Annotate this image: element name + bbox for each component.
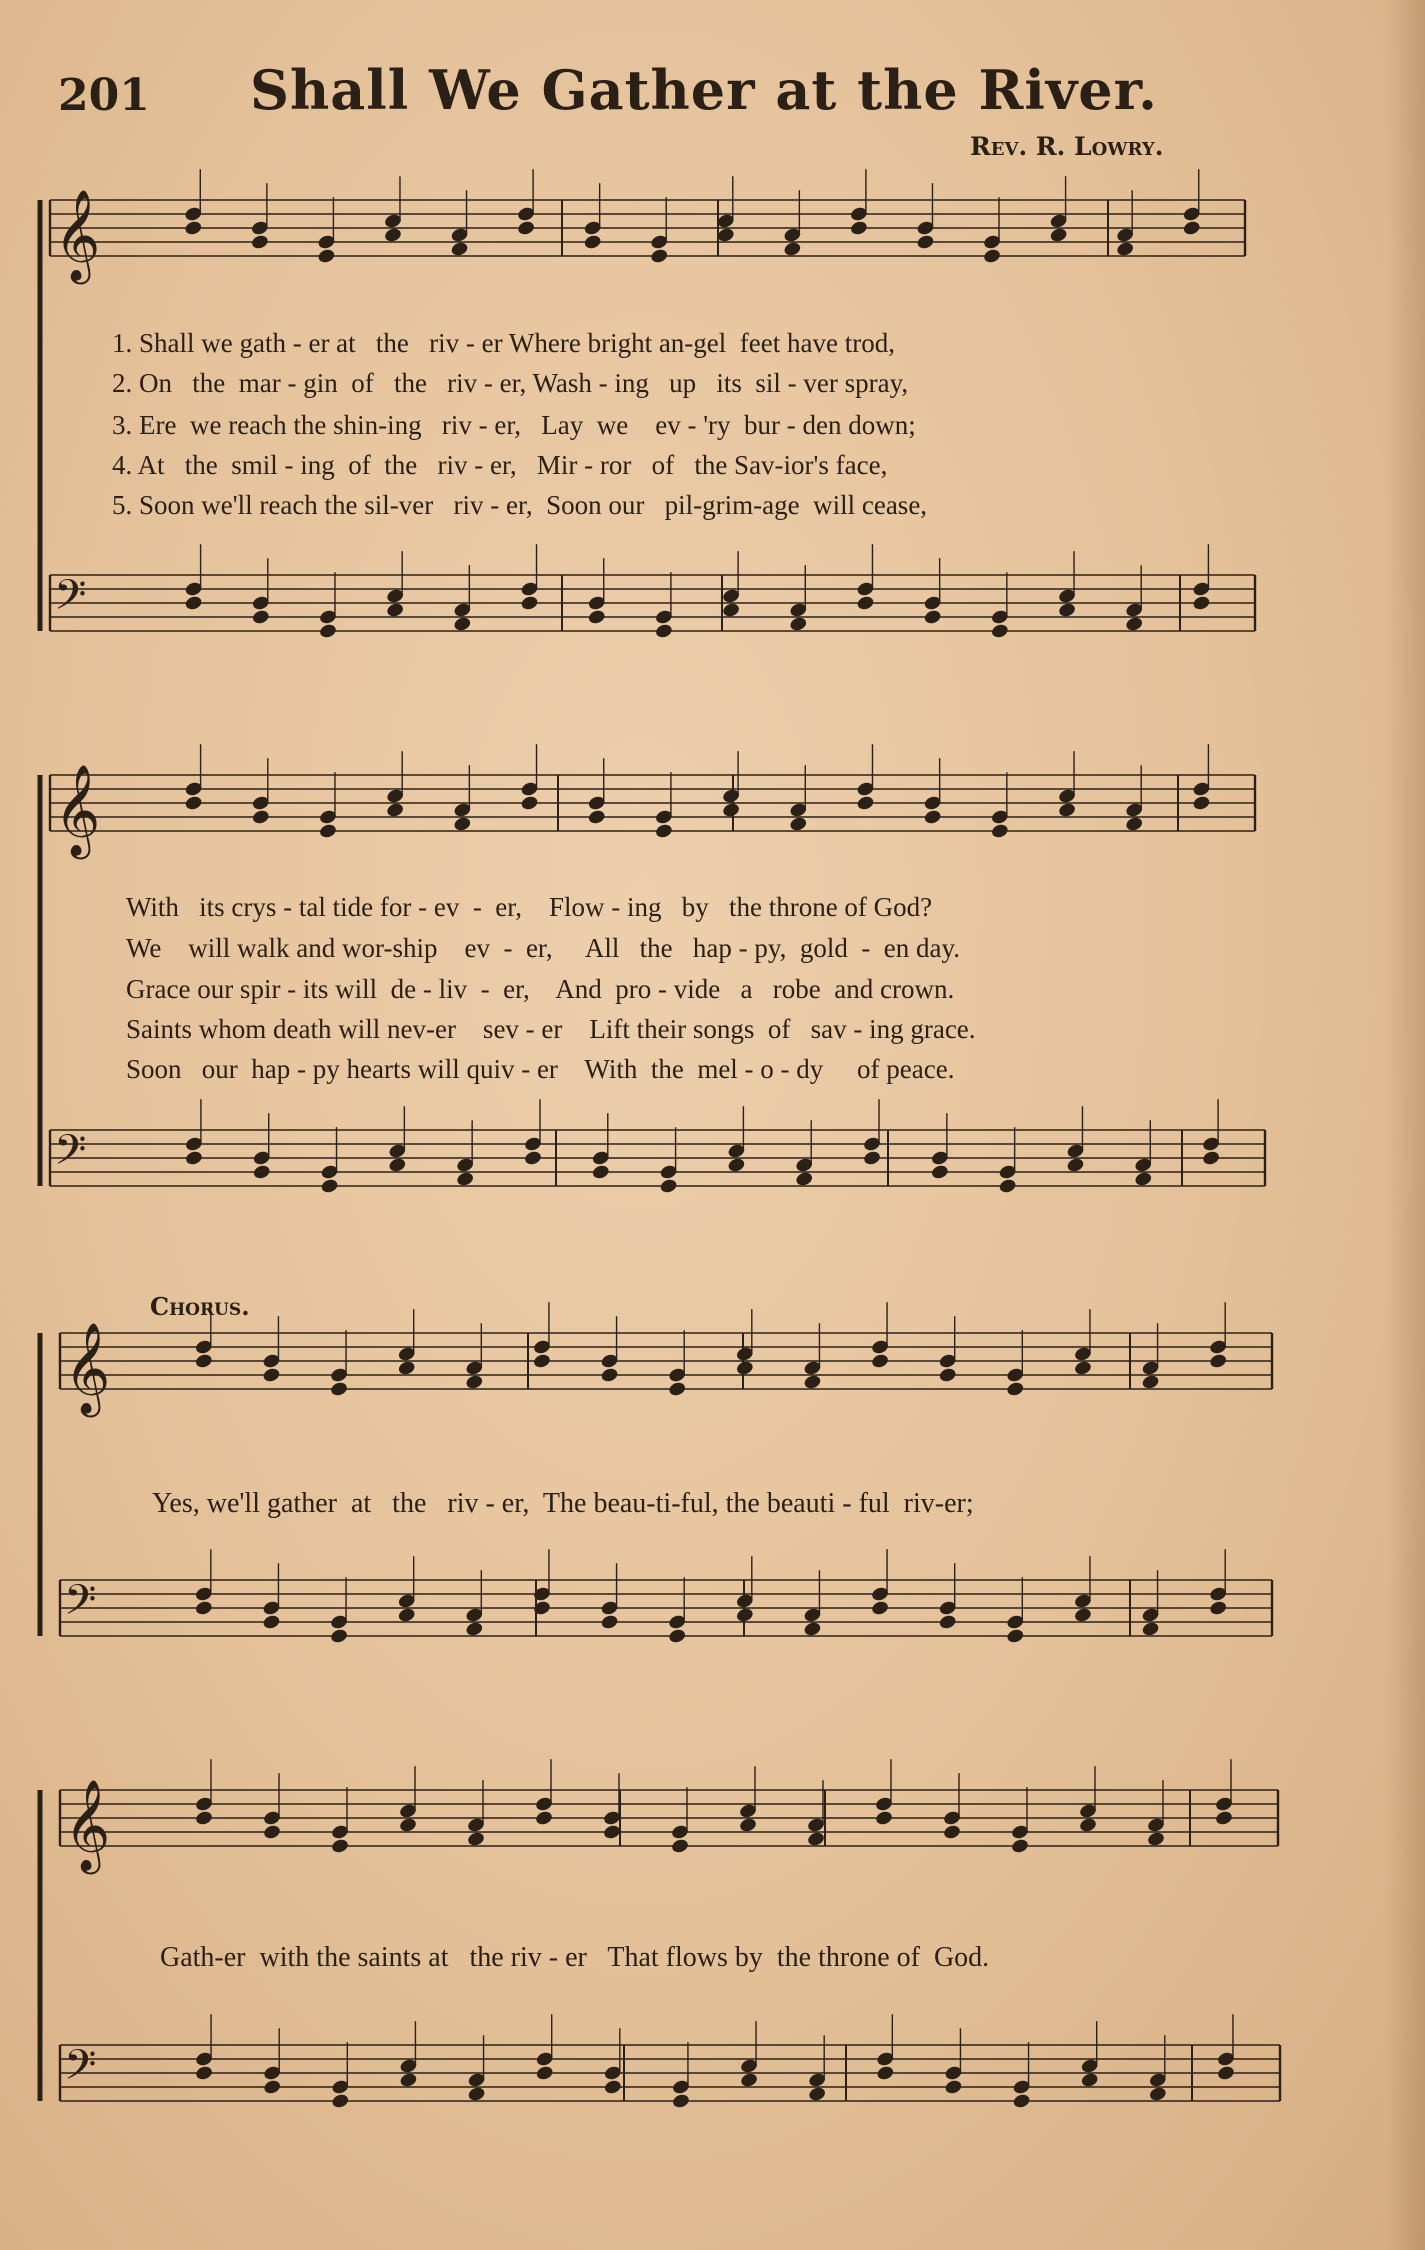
bass-note xyxy=(930,1164,949,1181)
treble-note xyxy=(1006,1381,1025,1398)
chorus-lyric-line: Gath-er with the saints at the riv - er That flows by the throne of God. xyxy=(160,1942,990,1973)
treble-note xyxy=(870,1353,889,1370)
treble-note xyxy=(982,248,1001,265)
bass-clef-icon: 𝄢 xyxy=(54,570,87,629)
treble-note xyxy=(466,1831,485,1848)
treble-note xyxy=(465,1374,484,1391)
bass-note xyxy=(520,595,539,612)
bass-note xyxy=(735,1607,754,1624)
treble-note xyxy=(738,1817,757,1834)
treble-note xyxy=(1049,227,1068,244)
verse-line: 4. At the smil - ing of the riv - er, Mir - ror of the Sav-ior's face, xyxy=(112,450,888,480)
treble-note xyxy=(184,795,203,812)
treble-note xyxy=(783,241,802,258)
bass-note xyxy=(1006,1628,1025,1645)
bass-note xyxy=(671,2093,690,2110)
bass-note xyxy=(1141,1621,1160,1638)
bass-note xyxy=(659,1178,678,1195)
treble-note xyxy=(803,1374,822,1391)
treble-note xyxy=(668,1381,687,1398)
bass-note xyxy=(399,2072,418,2089)
treble-note xyxy=(532,1353,551,1370)
treble-note xyxy=(789,816,808,833)
treble-note xyxy=(1209,1353,1228,1370)
bass-note xyxy=(722,602,741,619)
treble-note xyxy=(670,1838,689,1855)
treble-note xyxy=(1010,1838,1029,1855)
bass-note xyxy=(1148,2086,1167,2103)
treble-note xyxy=(856,795,875,812)
treble-note xyxy=(317,248,336,265)
bass-note xyxy=(856,595,875,612)
verse-line: We will walk and wor-ship ev - er, All the hap - py, gold - en day. xyxy=(126,933,961,963)
treble-note xyxy=(318,823,337,840)
treble-note xyxy=(251,809,270,826)
treble-note xyxy=(1182,220,1201,237)
bass-note xyxy=(668,1628,687,1645)
treble-note xyxy=(990,823,1009,840)
treble-note xyxy=(602,1824,621,1841)
treble-note xyxy=(874,1810,893,1827)
bass-note xyxy=(1057,602,1076,619)
bass-note xyxy=(998,1178,1017,1195)
verse-line: Grace our spir - its will de - liv - er, And pro - vide a robe and crown. xyxy=(126,974,955,1004)
treble-note xyxy=(453,816,472,833)
bass-note xyxy=(194,1600,213,1617)
bass-note xyxy=(252,1164,271,1181)
treble-note xyxy=(517,220,536,237)
bass-note xyxy=(467,2086,486,2103)
bass-note xyxy=(251,609,270,626)
verse-line: Soon our hap - py hearts will quiv - er With the mel - o - dy of peace. xyxy=(126,1054,955,1084)
bass-note xyxy=(331,2093,350,2110)
bass-note xyxy=(1012,2093,1031,2110)
chorus-lyric-line: Yes, we'll gather at the riv - er, The beau-ti-ful, the beauti - ful riv-er; xyxy=(152,1488,974,1519)
bass-note xyxy=(329,1628,348,1645)
bass-note xyxy=(862,1150,881,1167)
bass-note xyxy=(1080,2072,1099,2089)
treble-note xyxy=(1057,802,1076,819)
bass-note xyxy=(262,1614,281,1631)
treble-note xyxy=(942,1824,961,1841)
bass-note xyxy=(184,1150,203,1167)
bass-note xyxy=(194,2065,213,2082)
treble-note xyxy=(262,1367,281,1384)
hymn-author: Rev. R. Lowry. xyxy=(970,132,1164,161)
treble-clef-icon: 𝄞 xyxy=(54,764,101,856)
treble-clef-icon: 𝄞 xyxy=(64,1779,111,1871)
hymn-title: Shall We Gather at the River. xyxy=(250,58,1158,122)
treble-note xyxy=(587,809,606,826)
bass-note xyxy=(591,1164,610,1181)
treble-note xyxy=(194,1810,213,1827)
bass-note xyxy=(397,1607,416,1624)
verse-line: 2. On the mar - gin of the riv - er, Wash - ing up its sil - ver spray, xyxy=(112,368,909,398)
bass-note xyxy=(600,1614,619,1631)
bass-note xyxy=(535,2065,554,2082)
hymn-number: 201 xyxy=(58,70,150,121)
bass-note xyxy=(453,616,472,633)
bass-note xyxy=(923,609,942,626)
treble-note xyxy=(923,809,942,826)
treble-note xyxy=(1116,241,1135,258)
bass-note xyxy=(587,609,606,626)
bass-note xyxy=(318,623,337,640)
bass-clef-icon: 𝄢 xyxy=(64,1575,97,1634)
bass-note xyxy=(944,2079,963,2096)
bass-note xyxy=(870,1600,889,1617)
treble-note xyxy=(1141,1374,1160,1391)
treble-note xyxy=(329,1381,348,1398)
treble-note xyxy=(600,1367,619,1384)
treble-clef-icon: 𝄞 xyxy=(54,189,101,281)
treble-note xyxy=(534,1810,553,1827)
verse-line: Saints whom death will nev-er sev - er Lift their songs of sav - ing grace. xyxy=(126,1014,976,1044)
treble-note xyxy=(938,1367,957,1384)
treble-note xyxy=(386,802,405,819)
bass-note xyxy=(789,616,808,633)
bass-note xyxy=(1216,2065,1235,2082)
treble-note xyxy=(583,234,602,251)
treble-note xyxy=(383,227,402,244)
bass-note xyxy=(739,2072,758,2089)
bass-note xyxy=(1192,595,1211,612)
verse-line: With its crys - tal tide for - ev - er, Flow - ing by the throne of God? xyxy=(126,892,933,922)
bass-note xyxy=(603,2079,622,2096)
bass-note xyxy=(1125,616,1144,633)
bass-note xyxy=(1073,1607,1092,1624)
bass-note xyxy=(523,1150,542,1167)
bass-note xyxy=(727,1157,746,1174)
bass-note xyxy=(386,602,405,619)
treble-note xyxy=(330,1838,349,1855)
bass-note xyxy=(263,2079,282,2096)
bass-note xyxy=(654,623,673,640)
bass-note xyxy=(184,595,203,612)
treble-note xyxy=(1146,1831,1165,1848)
bass-note xyxy=(803,1621,822,1638)
treble-note xyxy=(1192,795,1211,812)
treble-note xyxy=(397,1360,416,1377)
bass-note xyxy=(465,1621,484,1638)
verse-line: 1. Shall we gath - er at the riv - er Where bright an-gel feet have trod, xyxy=(112,328,895,358)
chorus-label: Chorus. xyxy=(150,1292,250,1321)
treble-note xyxy=(806,1831,825,1848)
treble-note xyxy=(1214,1810,1233,1827)
bass-note xyxy=(938,1614,957,1631)
bass-note xyxy=(1134,1171,1153,1188)
treble-note xyxy=(194,1353,213,1370)
treble-note xyxy=(722,802,741,819)
treble-note xyxy=(650,248,669,265)
treble-note xyxy=(184,220,203,237)
treble-note xyxy=(654,823,673,840)
bass-note xyxy=(990,623,1009,640)
bass-note xyxy=(1066,1157,1085,1174)
bass-note xyxy=(456,1171,475,1188)
treble-note xyxy=(398,1817,417,1834)
bass-note xyxy=(876,2065,895,2082)
treble-note xyxy=(1125,816,1144,833)
bass-clef-icon: 𝄢 xyxy=(64,2040,97,2099)
treble-note xyxy=(1078,1817,1097,1834)
treble-note xyxy=(735,1360,754,1377)
treble-note xyxy=(849,220,868,237)
bass-note xyxy=(388,1157,407,1174)
treble-clef-icon: 𝄞 xyxy=(64,1322,111,1414)
verse-line: 5. Soon we'll reach the sil-ver riv - er, Soon our pil-grim-age will cease, xyxy=(112,490,928,520)
bass-note xyxy=(795,1171,814,1188)
treble-note xyxy=(450,241,469,258)
treble-note xyxy=(1073,1360,1092,1377)
treble-note xyxy=(250,234,269,251)
bass-note xyxy=(1209,1600,1228,1617)
bass-note xyxy=(320,1178,339,1195)
treble-note xyxy=(262,1824,281,1841)
treble-note xyxy=(916,234,935,251)
verse-line: 3. Ere we reach the shin-ing riv - er, Lay we ev - 'ry bur - den down; xyxy=(112,410,916,440)
bass-note xyxy=(808,2086,827,2103)
bass-note xyxy=(1202,1150,1221,1167)
treble-note xyxy=(716,227,735,244)
bass-clef-icon: 𝄢 xyxy=(54,1125,87,1184)
treble-note xyxy=(520,795,539,812)
